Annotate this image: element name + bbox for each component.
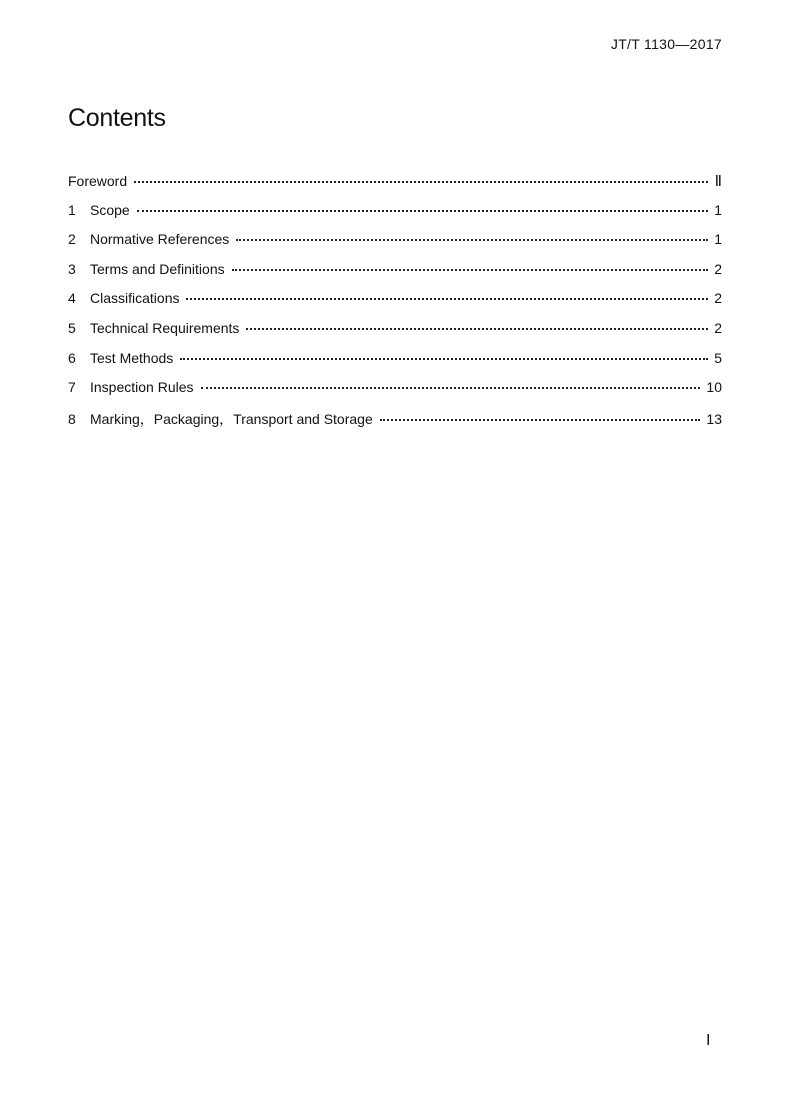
toc-entry-title: Marking，Packaging，Transport and Storage: [90, 410, 373, 427]
standard-code: JT/T 1130—2017: [610, 36, 722, 52]
toc-entry-page: 2: [714, 319, 722, 336]
toc-entry-page: 1: [714, 231, 722, 248]
toc-dot-leader: [134, 181, 708, 183]
toc-entry-foreword[interactable]: [68, 172, 722, 202]
page-number: Ⅰ: [706, 1033, 711, 1049]
toc-entry-title: Inspection Rules: [90, 379, 194, 396]
toc-dot-leader: [201, 387, 701, 389]
table-of-contents: [68, 172, 722, 438]
toc-entry-number: 6: [68, 349, 76, 366]
toc-entry-title: Technical Requirements: [90, 319, 240, 336]
toc-entry-classifications[interactable]: [68, 290, 722, 320]
toc-entry-normative-references[interactable]: [68, 231, 722, 261]
toc-entry-number: 8: [68, 410, 76, 427]
toc-entry-page: Ⅱ: [714, 174, 722, 190]
toc-entry-number: 4: [68, 290, 76, 307]
toc-entry-terms-and-definitions[interactable]: [68, 261, 722, 291]
toc-entry-inspection-rules[interactable]: [68, 379, 722, 409]
toc-entry-title: Terms and Definitions: [90, 260, 225, 277]
toc-dot-leader: [137, 210, 708, 212]
toc-entry-number: 3: [68, 260, 76, 277]
toc-entry-page: 2: [714, 290, 722, 307]
toc-entry-number: 2: [68, 231, 76, 248]
toc-entry-page: 10: [706, 379, 722, 396]
toc-entry-test-methods[interactable]: [68, 350, 722, 380]
toc-entry-title: Scope: [90, 201, 130, 218]
toc-dot-leader: [246, 328, 708, 330]
toc-entry-number: 1: [68, 201, 76, 218]
toc-entry-scope[interactable]: [68, 202, 722, 232]
toc-dot-leader: [180, 358, 708, 360]
toc-entry-number: 7: [68, 379, 76, 396]
toc-entry-title: Classifications: [90, 290, 180, 307]
toc-entry-page: 13: [706, 410, 722, 427]
toc-entry-page: 5: [714, 349, 722, 366]
toc-dot-leader: [186, 298, 708, 300]
toc-entry-page: 1: [714, 201, 722, 218]
toc-entry-title: Foreword: [68, 173, 128, 189]
toc-entry-title: Test Methods: [90, 349, 174, 366]
page-title: Contents: [68, 104, 166, 132]
toc-entry-marking-packaging-transport-storage[interactable]: [68, 409, 722, 439]
toc-entry-technical-requirements[interactable]: [68, 320, 722, 350]
toc-entry-number: 5: [68, 319, 76, 336]
toc-dot-leader: [236, 239, 708, 241]
toc-dot-leader: [232, 269, 708, 271]
toc-dot-leader: [380, 419, 701, 421]
toc-entry-page: 2: [714, 260, 722, 277]
toc-entry-title: Normative References: [90, 231, 230, 248]
